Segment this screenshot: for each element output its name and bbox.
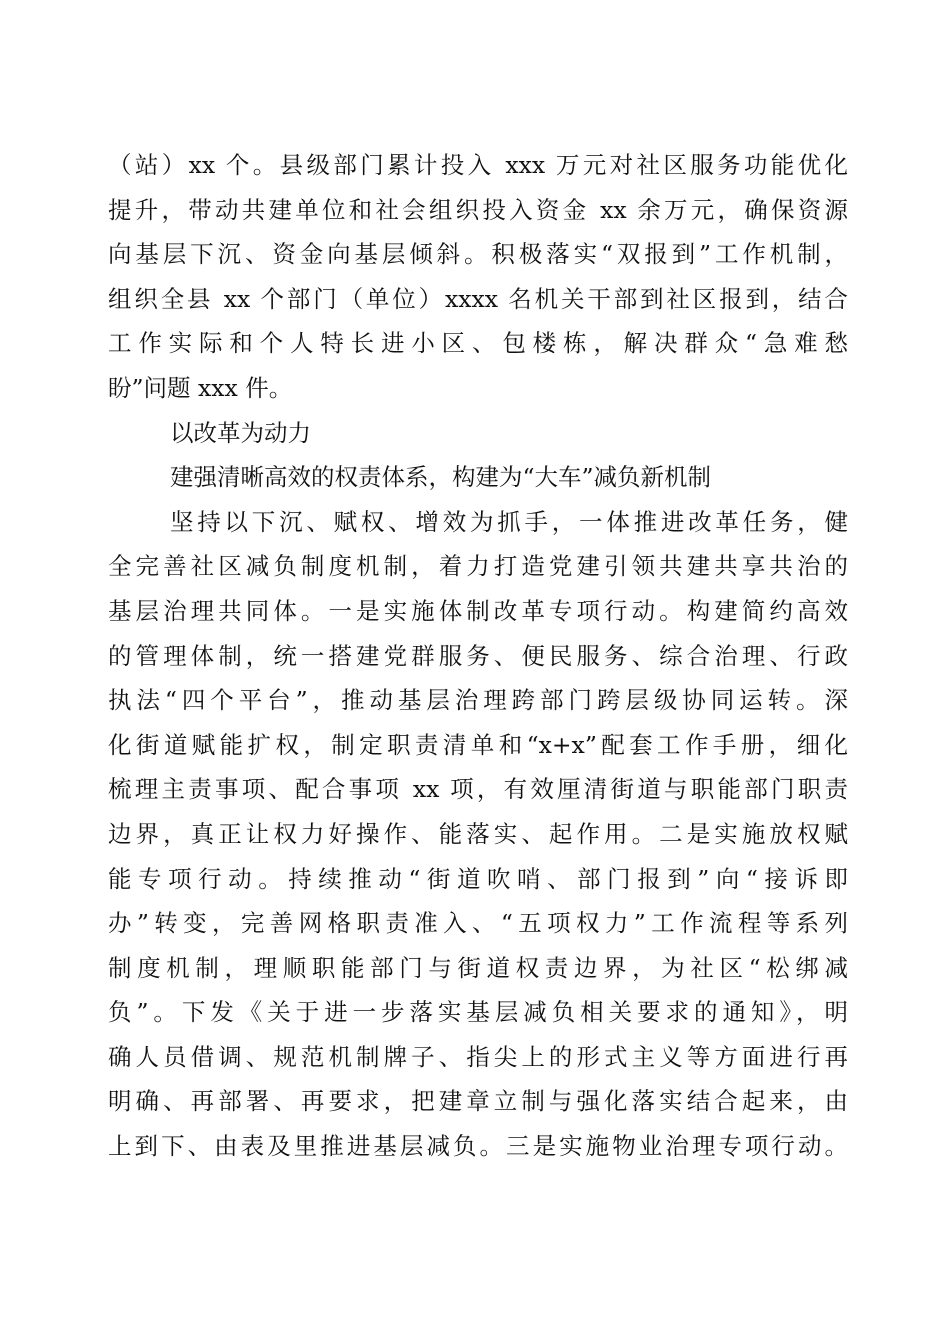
text-line: 明确、再部署、再要求，把建章立制与强化落实结合起来，由 xyxy=(108,1087,848,1116)
text-line: 边界，真正让权力好操作、能落实、起作用。二是实施放权赋 xyxy=(108,819,848,848)
section-heading: 以改革为动力 xyxy=(170,418,311,447)
text-line: 向基层下沉、资金向基层倾斜。积极落实“双报到”工作机制， xyxy=(108,240,848,269)
text-line: 工作实际和个人特长进小区、包楼栋，解决群众“急难愁 xyxy=(108,329,848,358)
text-line: 执法“四个平台”，推动基层治理跨部门跨层级协同运转。深 xyxy=(108,686,848,715)
subsection-heading: 建强清晰高效的权责体系，构建为“大车”减负新机制 xyxy=(170,463,712,492)
text-line: 负”。下发《关于进一步落实基层减负相关要求的通知》，明 xyxy=(108,998,848,1027)
text-line: 制度机制，理顺职能部门与街道权责边界，为社区“松绑减 xyxy=(108,953,848,982)
text-line: 上到下、由表及里推进基层减负。三是实施物业治理专项行动。 xyxy=(108,1132,848,1161)
text-line: 基层治理共同体。一是实施体制改革专项行动。构建简约高效 xyxy=(108,596,848,625)
text-line: 提升，带动共建单位和社会组织投入资金 xx 余万元，确保资源 xyxy=(108,195,848,224)
text-line: 坚持以下沉、赋权、增效为抓手，一体推进改革任务，健 xyxy=(170,507,848,536)
text-line: 梳理主责事项、配合事项 xx 项，有效厘清街道与职能部门职责 xyxy=(108,775,848,804)
text-line: 组织全县 xx 个部门（单位）xxxx 名机关干部到社区报到，结合 xyxy=(108,284,848,313)
body-text xyxy=(108,143,848,1169)
text-line: （站）xx 个。县级部门累计投入 xxx 万元对社区服务功能优化 xyxy=(108,151,848,179)
text-line: 全完善社区减负制度机制，着力打造党建引领共建共享共治的 xyxy=(108,552,848,581)
text-line: 办”转变，完善网格职责准入、“五项权力”工作流程等系列 xyxy=(108,909,848,938)
text-line: 能专项行动。持续推动“街道吹哨、部门报到”向“接诉即 xyxy=(108,864,848,893)
text-line: 盼”问题 xxx 件。 xyxy=(108,373,293,402)
text-line: 的管理体制，统一搭建党群服务、便民服务、综合治理、行政 xyxy=(108,641,848,670)
text-line: 确人员借调、规范机制牌子、指尖上的形式主义等方面进行再 xyxy=(108,1042,848,1071)
text-line: 化街道赋能扩权，制定职责清单和“x+x”配套工作手册，细化 xyxy=(108,730,848,759)
